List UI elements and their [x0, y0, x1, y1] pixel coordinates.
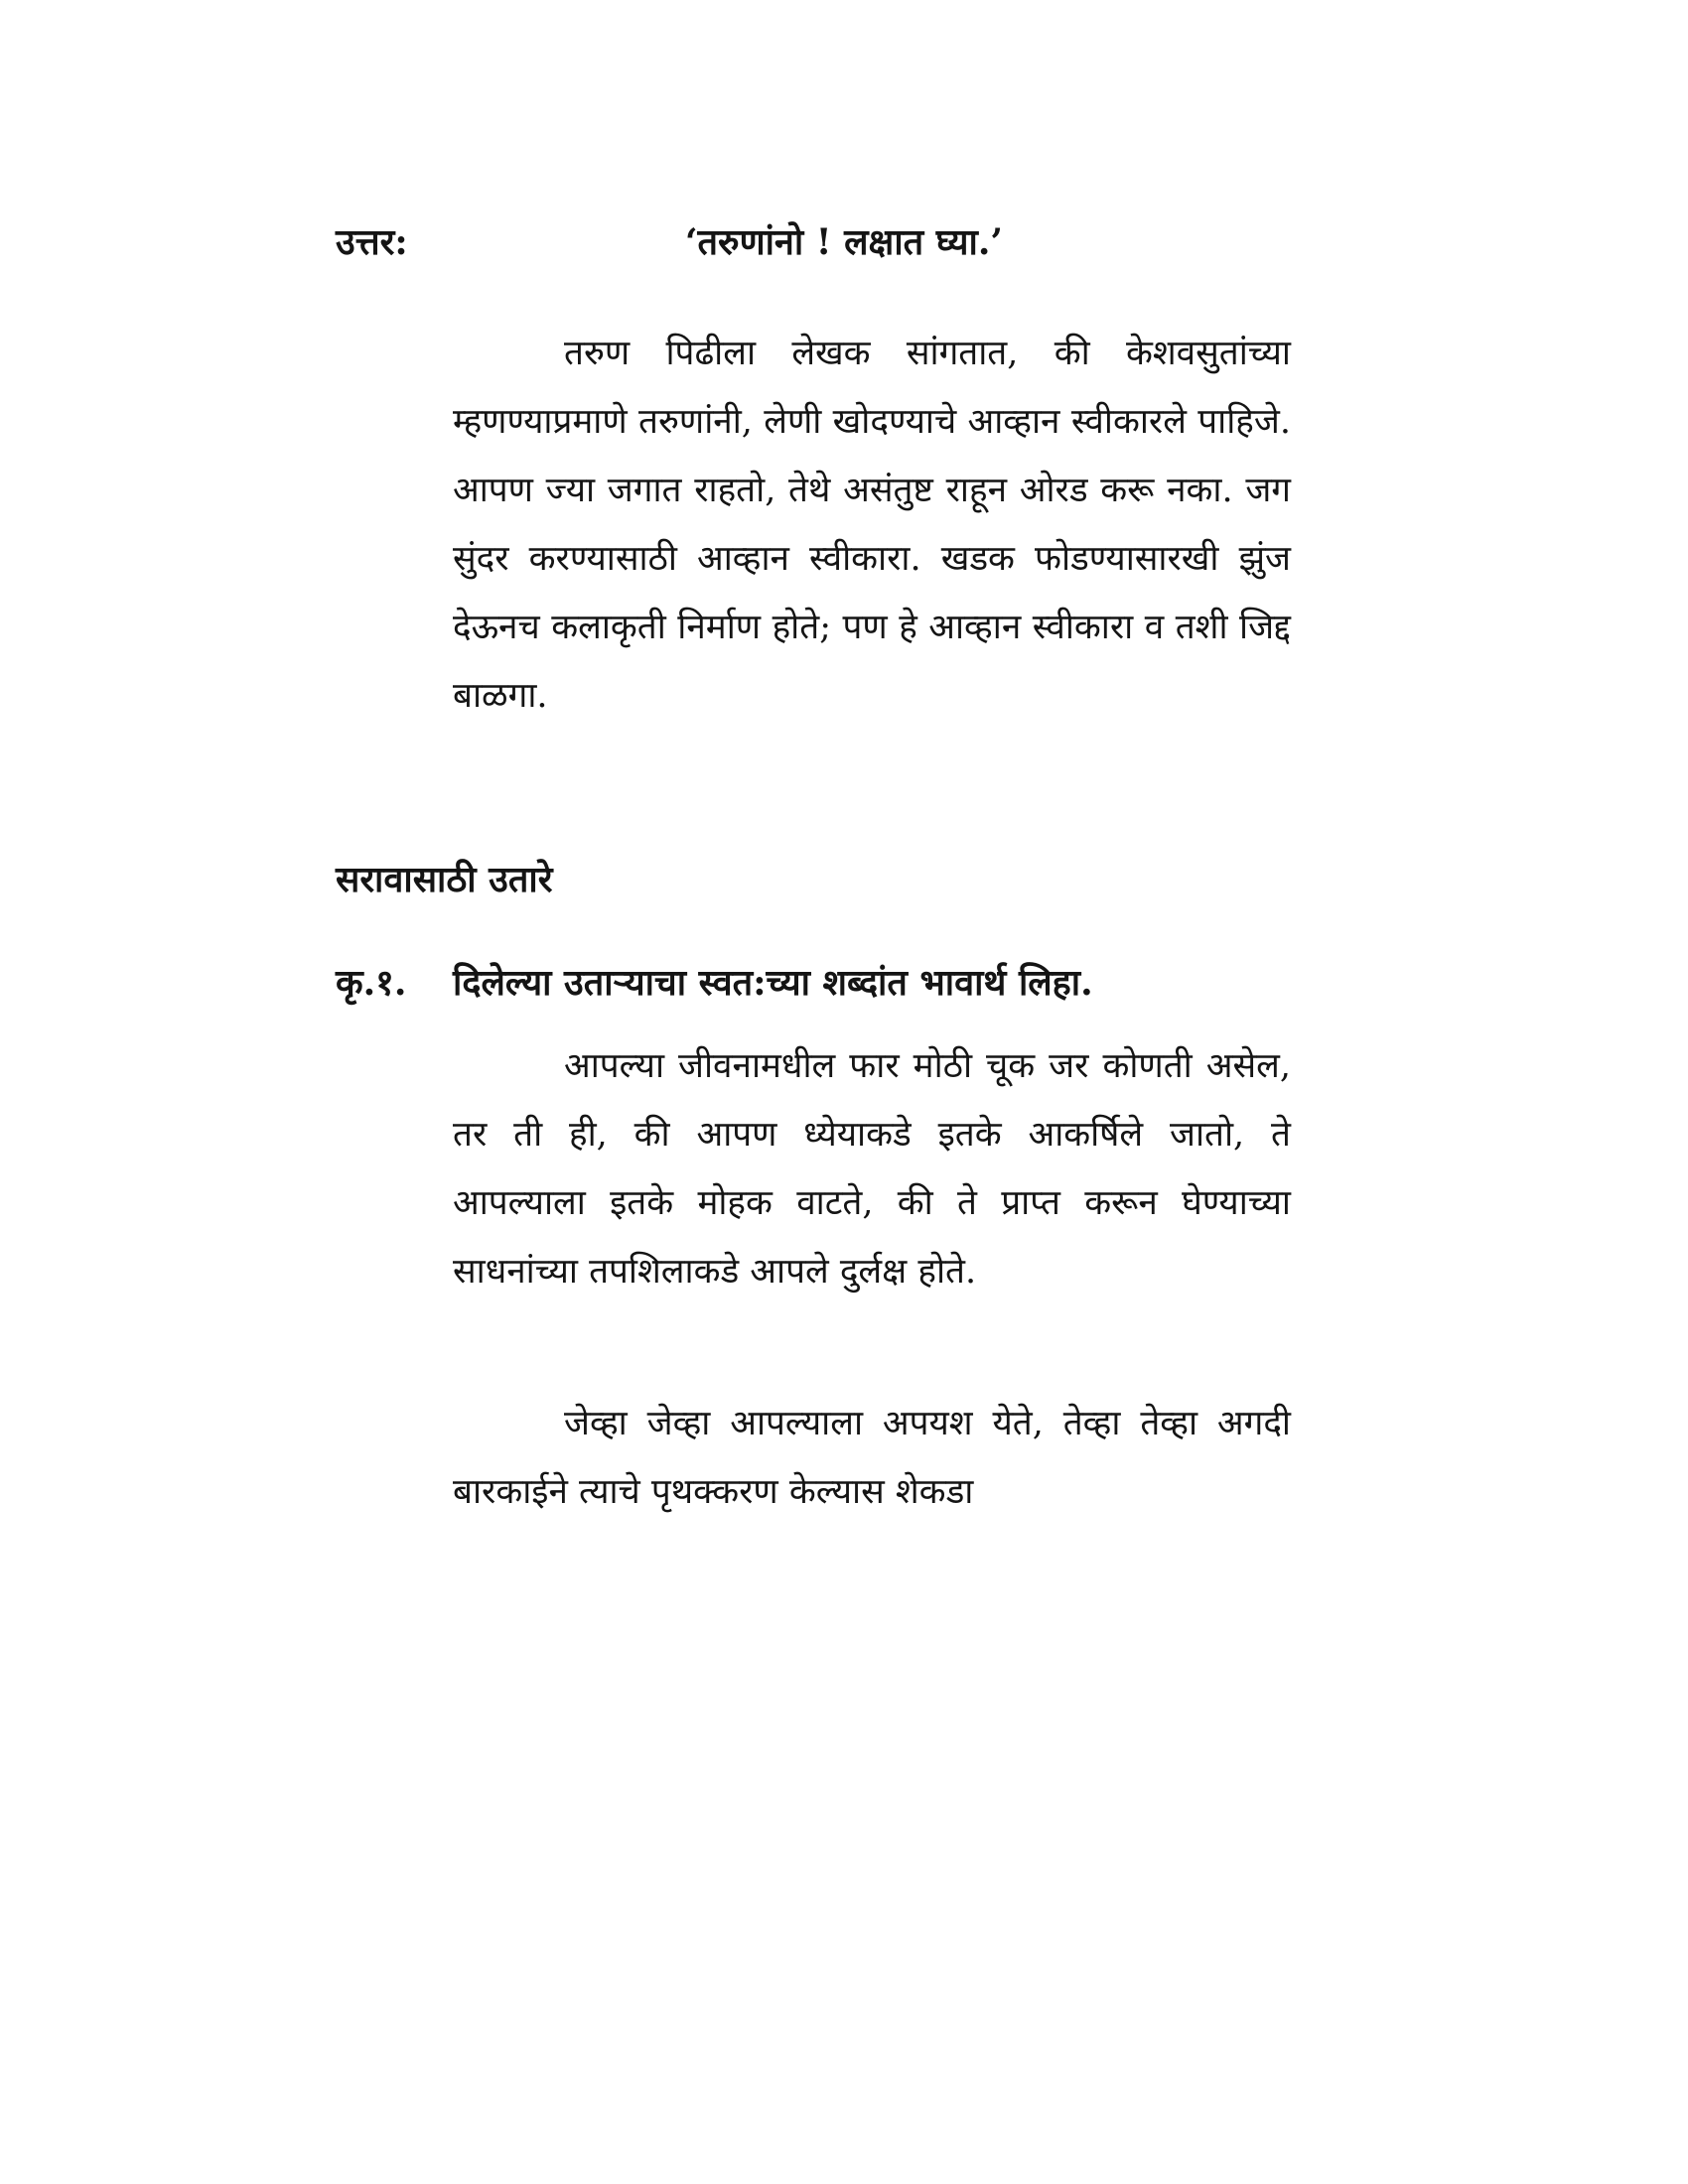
passage-paragraph: जेव्हा जेव्हा आपल्याला अपयश येते, तेव्हा तेव्हा अगदी बारकाईने त्याचे पृथक्करण केल्यास शेकडा — [453, 1404, 1291, 1512]
passage-paragraph: आपल्या जीवनामधील फार मोठी चूक जर कोणती असेल, तर ती ही, की आपण ध्येयाकडे इतके आकर्षिले जातो, ते आपल्याला इतके मोहक वाटते, की ते प्राप्त करून घेण्याच्या साधनांच्या तपशिलाकडे आपले दुर्लक्ष होते. — [453, 1046, 1291, 1292]
answer-label: उत्तर: — [336, 221, 408, 263]
question-text: दिलेल्या उताऱ्याचा स्वत:च्या शब्दांत भावार्थ लिहा. — [453, 962, 1093, 1004]
practice-heading: सरावासाठी उतारे — [336, 859, 553, 900]
answer-title: ‘तरुणांनो ! लक्षात घ्या.’ — [685, 221, 1003, 263]
question-row — [336, 961, 1093, 1005]
answer-paragraph: तरुण पिढीला लेखक सांगतात, की केशवसुतांच्या म्हणण्याप्रमाणे तरुणांनी, लेणी खोदण्याचे आव्हान स्वीकारले पाहिजे. आपण ज्या जगात राहतो, तेथे असंतुष्ट राहून ओरड करू नका. जग सुंदर करण्यासाठी आव्हान स्वीकारा. खडक फोडण्यासारखी झुंज देऊनच कलाकृती निर्माण होते; पण हे आव्हान स्वीकारा व तशी जिद्द बाळगा. — [453, 334, 1291, 716]
question-number: कृ.१. — [336, 962, 407, 1004]
